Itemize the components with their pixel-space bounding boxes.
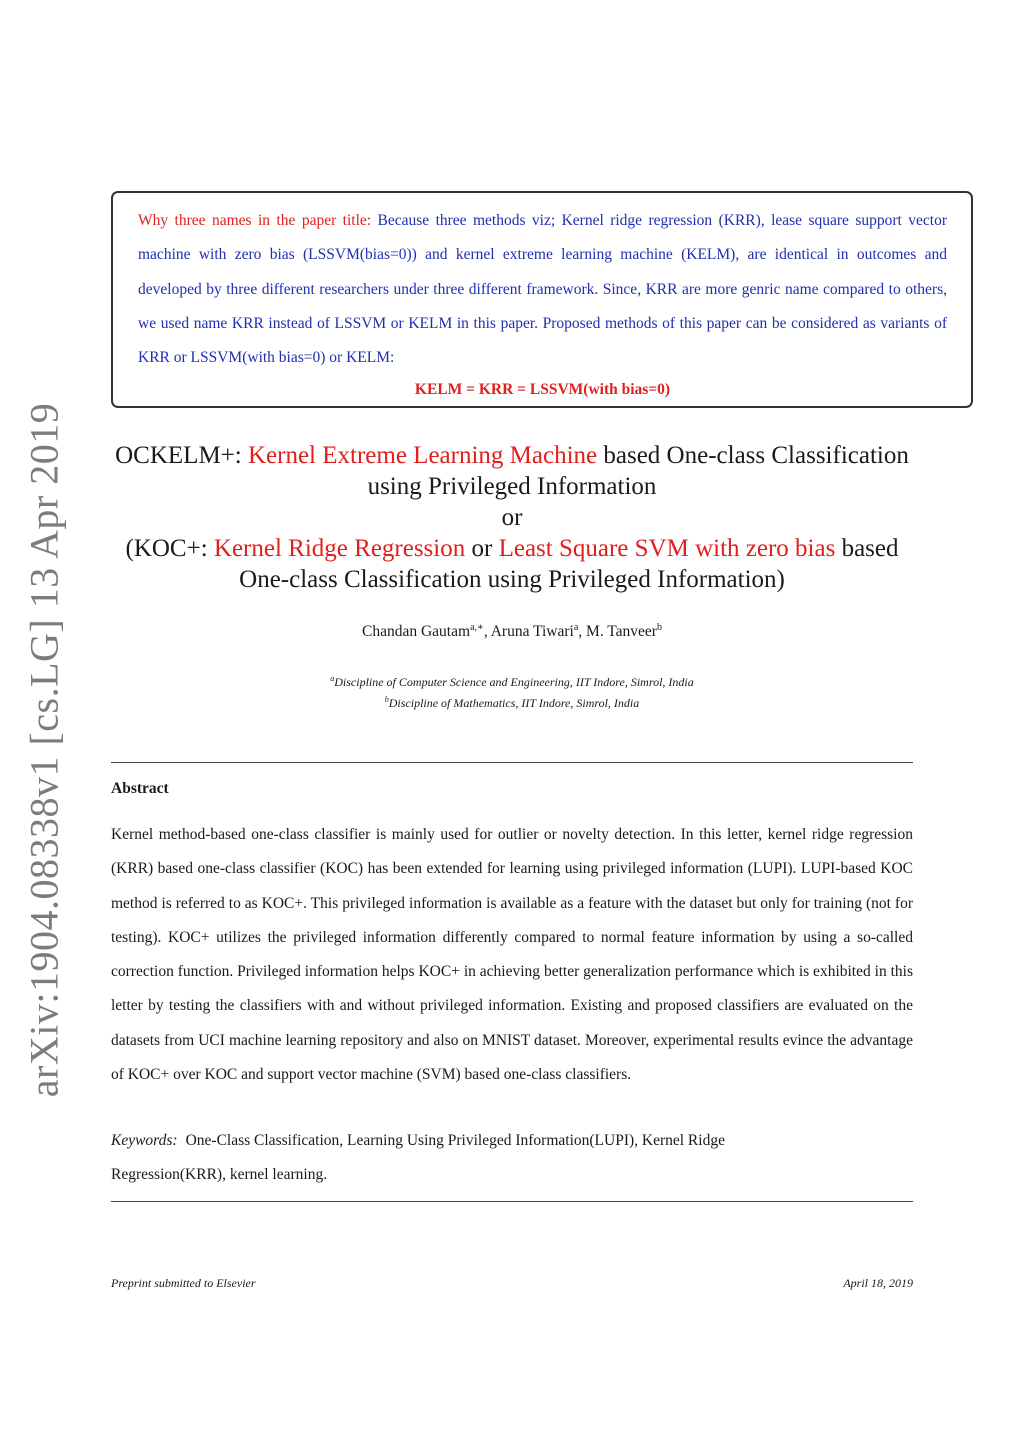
title-line-4-highlight-2: Least Square SVM with zero bias <box>498 535 836 562</box>
title-line-4-mid: or <box>465 535 499 562</box>
title-line-3: or <box>501 504 523 531</box>
affiliation-sup: b <box>384 695 389 704</box>
keywords-text: One-Class Classification, Learning Using Privileged Information(LUPI), Kernel Ridge Regression(KRR), kernel learning. <box>111 1132 725 1184</box>
note-label: Why three names in the paper title: <box>138 212 372 229</box>
affiliation <box>100 691 924 712</box>
author-sup: b <box>656 622 662 633</box>
author-list <box>100 622 924 641</box>
author <box>586 623 662 640</box>
author <box>491 623 586 640</box>
footer-preprint-note: Preprint submitted to Elsevier <box>111 1276 256 1290</box>
keywords <box>111 1124 811 1193</box>
affiliation <box>100 670 924 691</box>
paper-title <box>100 440 924 595</box>
affiliation-text: Discipline of Mathematics, IIT Indore, Simrol, India <box>388 696 640 710</box>
arxiv-stamp: arXiv:1904.08338v1 [cs.LG] 13 Apr 2019 <box>21 402 67 1098</box>
title-line-1 <box>100 440 924 471</box>
title-line-4 <box>100 533 924 564</box>
note-paragraph <box>138 204 947 375</box>
author-name: M. Tanveer <box>586 623 657 641</box>
affiliation-text: Discipline of Computer Science and Engineering, IIT Indore, Simrol, India <box>334 675 694 689</box>
author-name: Aruna Tiwari <box>490 623 574 641</box>
abstract-bottom-rule <box>111 1201 913 1202</box>
abstract-body: Kernel method-based one-class classifier is mainly used for outlier or novelty detection. In this letter, kernel ridge regression (KRR) based one-class classifier (KOC) has been extended for learning using privileged information (LUPI). LUPI-based KOC method is referred to as KOC+. This privileged information is available as a feature with the dataset but only for training (not for testing). KOC+ utilizes the privileged information differently compared to normal feature information by using a so-called correction function. Privileged information helps KOC+ in achieving better generalization performance which is exhibited in this letter by testing the classifiers with and without privileged information. Existing and proposed classifiers are evaluated on the datasets from UCI machine learning repository and also on MNIST dataset. Moreover, experimental results evince the advantage of KOC+ over KOC and support vector machine (SVM) based one-class classifiers. <box>111 826 913 1084</box>
affiliations <box>100 670 924 712</box>
author-name: Chandan Gautam <box>362 623 471 641</box>
title-line-2: using Privileged Information <box>367 473 657 500</box>
author-sup: a,∗ <box>470 622 484 633</box>
keywords-label: Keywords: <box>111 1132 178 1149</box>
author <box>362 623 491 640</box>
title-line-1-highlight: Kernel Extreme Learning Machine <box>247 442 598 469</box>
title-line-5: One-class Classification using Privileged Information) <box>239 566 785 593</box>
author-sep: , <box>483 623 491 641</box>
author-sep: , <box>578 623 587 641</box>
title-line-4-prefix: (KOC+: <box>125 535 214 562</box>
note-text: Because three methods viz; Kernel ridge regression (KRR), lease square support vector machine with zero bias (LSSVM(bias=0)) and kernel extreme learning machine (KELM), are identical in outcomes and developed by three different researchers under three different framework. Since, KRR are more genric name compared to others, we used name KRR instead of LSSVM or KELM in this paper. Proposed methods of this paper can be considered as variants of KRR or LSSVM(with bias=0) or KELM: <box>138 212 948 367</box>
abstract-top-rule <box>111 762 913 763</box>
note-box <box>111 191 973 408</box>
title-line-4-highlight-1: Kernel Ridge Regression <box>213 535 466 562</box>
title-line-1-prefix: OCKELM+: <box>115 442 248 469</box>
title-line-4-suffix: based <box>835 535 899 562</box>
footer-date: April 18, 2019 <box>843 1276 913 1290</box>
abstract-heading: Abstract <box>111 780 169 797</box>
author-sup: a <box>573 622 579 633</box>
affiliation-sup: a <box>330 674 335 683</box>
note-formula: KELM = KRR = LSSVM(with bias=0) <box>414 381 671 399</box>
title-line-1-suffix: based One-class Classification <box>597 442 909 469</box>
